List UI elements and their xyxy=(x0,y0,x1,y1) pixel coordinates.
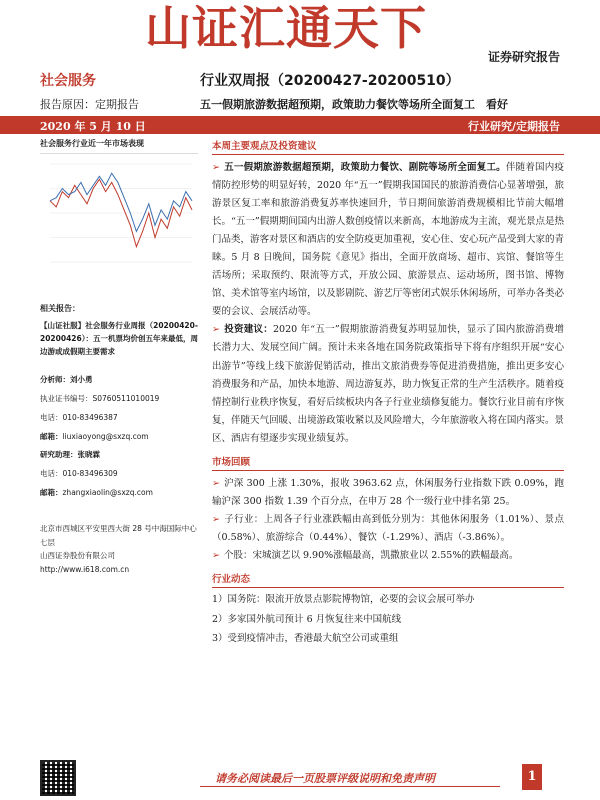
analyst-email[interactable]: liuxiaoyong@sxzq.com xyxy=(62,431,149,441)
market-chart-svg xyxy=(40,154,198,284)
news-item: 1）国务院：限流开放景点影院博物馆，必要的会议会展可举办 xyxy=(212,593,475,605)
market-text-2: 子行业：上周各子行业涨跌幅由高到低分别为：其他休闲服务（1.01%）、景点（0.58%）、旅游综合（0.44%）、餐饮（-1.29%）、酒店（-3.86%）。 xyxy=(212,513,564,543)
market-item xyxy=(212,511,564,547)
cert-number: S0760511010019 xyxy=(92,394,160,404)
email-label: 邮箱： xyxy=(40,431,63,441)
related-report[interactable]: 【山证社服】社会服务行业周报（20200420-20200426）：五一机票均价创五年来最低，周边游或成假期主要需求 xyxy=(40,321,198,357)
bullet-icon: ➢ xyxy=(212,477,220,489)
news-item: 2）多家国外航司预计 6 月恢复往来中国航线 xyxy=(212,613,402,625)
report-reason: 报告原因：定期报告 xyxy=(40,98,139,111)
page-number: 1 xyxy=(522,764,542,790)
viewpoint-text: 伴随着国内疫情防控形势的明显好转，2020 年“五一”假期我国国民的旅游消费信心显著增强，旅游景区复工率和旅游消费复苏率快速回升，节日期间旅游消费规模相比节前大幅增长。“五一”假期期间国内出游人数创疫情以来新高，本地游成为主流，观光景点是热门品类，游客对景区和酒店的安全防疫更加重视，安心住、安心玩产品受到大家的青睐。5 月 8 日晚间，国务院《意见》指出，全面开放商场、超市、宾馆、餐馆等生活场所；采取预约、限流等方式，开放公园、旅游景点、运动场所，图书馆、博物馆、美术馆等室内场馆，以及影剧院、游艺厅等密闭式娱乐休闲场所，可举办各类必要的会议、会展活动等。 xyxy=(212,162,564,318)
report-title: 行业双周报（20200427-20200510） xyxy=(200,73,460,89)
footer-divider xyxy=(200,786,500,787)
investment-text: 2020 年“五一”假期旅游消费复苏明显加快，显示了国内旅游消费增长潜力大、发展空间广阔。预计未来各地在国务院政策指导下将有序组织开展“安心出游节”等线上线下旅游促销活动，推出文旅消费券等促进消费措施，推出更多安心消费服务和产品，加快本地游、周边游复苏，助力恢复正常的生产生活秩序。随着疫情控制行业秩序恢复，看好后续板块内各子行业业绩修复能力。餐饮行业目前有序恢复，伴随天气回暖、出境游政策收紧以及风险增大，今年旅游收入将在国内落实。景区、酒店有望逐步实现业绩复苏。 xyxy=(212,324,564,444)
news-list xyxy=(212,592,564,648)
company-website[interactable]: http://www.i618.com.cn xyxy=(40,565,130,575)
analyst-info xyxy=(40,374,198,499)
report-kind: 证券研究报告 xyxy=(487,50,560,64)
market-item xyxy=(212,475,564,511)
section-heading-news: 行业动态 xyxy=(212,571,564,588)
main-content xyxy=(212,138,564,651)
section-heading-views: 本周主要观点及投资建议 xyxy=(212,138,564,155)
news-item: 3）受到疫情冲击，香港最大航空公司或重组 xyxy=(212,633,399,645)
report-date: 2020 年 5 月 10 日 xyxy=(40,120,146,133)
email-label-2: 邮箱： xyxy=(40,487,63,497)
bullet-icon: ➢ xyxy=(212,162,220,173)
bullet-icon: ➢ xyxy=(212,513,220,525)
related-heading: 相关报告： xyxy=(40,304,80,313)
company-address: 北京市西城区平安里西大街 28 号中海国际中心七层 xyxy=(40,523,197,547)
market-text-3: 个股：宋城演艺以 9.90%涨幅最高，凯撒旅业以 2.55%的跌幅最高。 xyxy=(223,549,519,561)
qr-code-icon xyxy=(40,760,76,796)
date-bar xyxy=(0,116,600,134)
phone-label-2: 电话： xyxy=(40,469,63,479)
investment-paragraph xyxy=(212,321,564,447)
industry-label: 社会服务 xyxy=(40,73,96,89)
market-chart xyxy=(40,153,198,283)
bullet-icon: ➢ xyxy=(212,549,220,561)
report-subtitle: 五一假期旅游数据超预期，政策助力餐饮等场所全面复工 看好 xyxy=(200,98,508,111)
assistant-email[interactable]: zhangxiaolin@sxzq.com xyxy=(62,487,153,497)
analyst-label: 分析师： xyxy=(40,375,70,385)
market-text-1: 沪深 300 上涨 1.30%，报收 3963.62 点，休闲服务行业指数下跌 0.09%，跑输沪深 300 指数 1.39 个百分点，在申万 28 个一级行业中排名第 25。 xyxy=(212,477,564,507)
report-category: 行业研究/定期报告 xyxy=(467,120,560,133)
investment-highlight: 投资建议： xyxy=(223,324,273,336)
assistant-phone: 010-83496309 xyxy=(62,469,118,479)
section-heading-market: 市场回顾 xyxy=(212,454,564,471)
chart-title: 社会服务行业近一年市场表现 xyxy=(40,139,144,148)
company-name: 山西证券股份有限公司 xyxy=(40,551,115,561)
brand-logo: 山证汇通天下 xyxy=(145,1,427,55)
footer-disclaimer: 请务必阅读最后一页股票评级说明和免责声明 xyxy=(215,772,435,785)
viewpoint-highlight: 五一假期旅游数据超预期，政策助力餐饮、剧院等场所全面复工。 xyxy=(223,162,506,173)
cert-label: 执业证书编号： xyxy=(40,394,93,404)
bullet-icon: ➢ xyxy=(212,324,220,336)
market-item xyxy=(212,547,564,565)
assistant-name: 张晓霖 xyxy=(77,450,100,460)
assistant-label: 研究助理： xyxy=(40,450,78,460)
analyst-phone: 010-83496387 xyxy=(62,412,118,422)
analyst-name: 刘小勇 xyxy=(70,375,93,385)
viewpoint-paragraph xyxy=(212,159,564,321)
sidebar xyxy=(40,138,198,577)
phone-label: 电话： xyxy=(40,412,63,422)
company-address-block xyxy=(40,522,198,578)
